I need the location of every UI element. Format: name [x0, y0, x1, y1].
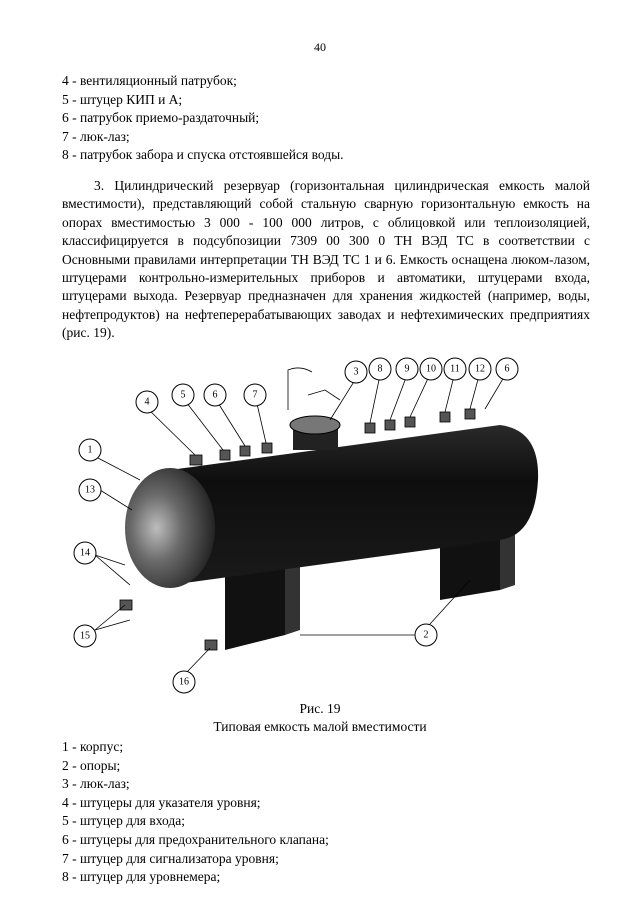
callout-3	[345, 361, 367, 383]
tank-figure	[60, 350, 540, 700]
svg-text:13: 13	[85, 484, 95, 496]
top-legend-list	[62, 72, 344, 165]
list-item: 7 - штуцер для сигнализатора уровня;	[62, 850, 279, 866]
svg-text:5: 5	[180, 389, 186, 401]
svg-text:15: 15	[80, 630, 90, 642]
list-item: 6 - патрубок приемо-раздаточный;	[62, 110, 260, 126]
svg-text:11: 11	[450, 363, 460, 375]
list-item: 4 - штуцеры для указателя уровня;	[62, 794, 261, 810]
svg-text:7: 7	[252, 389, 258, 401]
callout-8	[369, 358, 391, 380]
callout-7	[244, 384, 266, 406]
callout-2	[415, 624, 437, 646]
svg-text:16: 16	[179, 676, 189, 688]
callout-1	[79, 439, 101, 461]
callout-5	[172, 384, 194, 406]
figure-caption-number: Рис. 19	[299, 701, 341, 716]
callout-10	[420, 358, 442, 380]
callout-6a	[204, 384, 226, 406]
description-paragraph: 3. Цилиндрический резервуар (горизонтальная цилиндрическая емкость малой вместимости), представляющий собой стальную сварную горизонтальную емкость на опорах вместимостью 3 000 - 100 000 литров, с облицовкой или теплоизоляцией, классифицируется в подсубпозиции 7309 00 300 0 ТН ВЭД ТС в соответствии с Основными правилами интерпретации ТН ВЭД ТС 1 и 6. Емкость оснащена люком-лазом, штуцерами контрольно-измерительных приборов и автоматики, штуцерами входа, штуцерами выхода. Резервуар предназначен для хранения жидкостей (например, воды, нефтепродуктов) на нефтеперерабатывающих заводах и нефтехимических предприятиях (рис. 19).	[62, 178, 590, 341]
list-item: 3 - люк-лаз;	[62, 776, 130, 792]
svg-text:8: 8	[377, 363, 383, 375]
page-number: 40	[314, 40, 326, 54]
list-item: 4 - вентиляционный патрубок;	[62, 73, 237, 88]
callout-12	[469, 358, 491, 380]
svg-text:1: 1	[87, 444, 93, 456]
svg-text:4: 4	[144, 396, 150, 408]
callout-4	[136, 391, 158, 413]
list-item: 6 - штуцеры для предохранительного клапана;	[62, 831, 329, 847]
callout-6b	[496, 358, 518, 380]
figure-caption-title: Типовая емкость малой вместимости	[213, 719, 427, 734]
list-item: 5 - штуцер для входа;	[62, 813, 185, 829]
svg-text:10: 10	[426, 363, 436, 375]
callout-14	[74, 542, 96, 564]
list-item: 1 - корпус;	[62, 739, 124, 754]
svg-text:12: 12	[475, 363, 485, 375]
svg-text:3: 3	[353, 366, 359, 378]
list-item: 5 - штуцер КИП и А;	[62, 91, 183, 107]
bottom-legend-list	[62, 738, 329, 887]
callout-11	[444, 358, 466, 380]
tank-drawing	[60, 350, 540, 700]
list-item: 8 - штуцер для уровнемера;	[62, 869, 221, 885]
svg-text:14: 14	[80, 547, 90, 559]
svg-text:6: 6	[504, 363, 510, 375]
list-item: 8 - патрубок забора и спуска отстоявшейся воды.	[62, 147, 344, 163]
callout-15	[74, 625, 96, 647]
manhole	[288, 368, 340, 450]
callout-16	[173, 671, 195, 693]
svg-text:9: 9	[404, 363, 410, 375]
list-item: 2 - опоры;	[62, 757, 121, 773]
callout-13	[79, 479, 101, 501]
callout-9	[396, 358, 418, 380]
svg-text:2: 2	[423, 629, 429, 641]
list-item: 7 - люк-лаз;	[62, 128, 130, 144]
svg-text:6: 6	[212, 389, 218, 401]
